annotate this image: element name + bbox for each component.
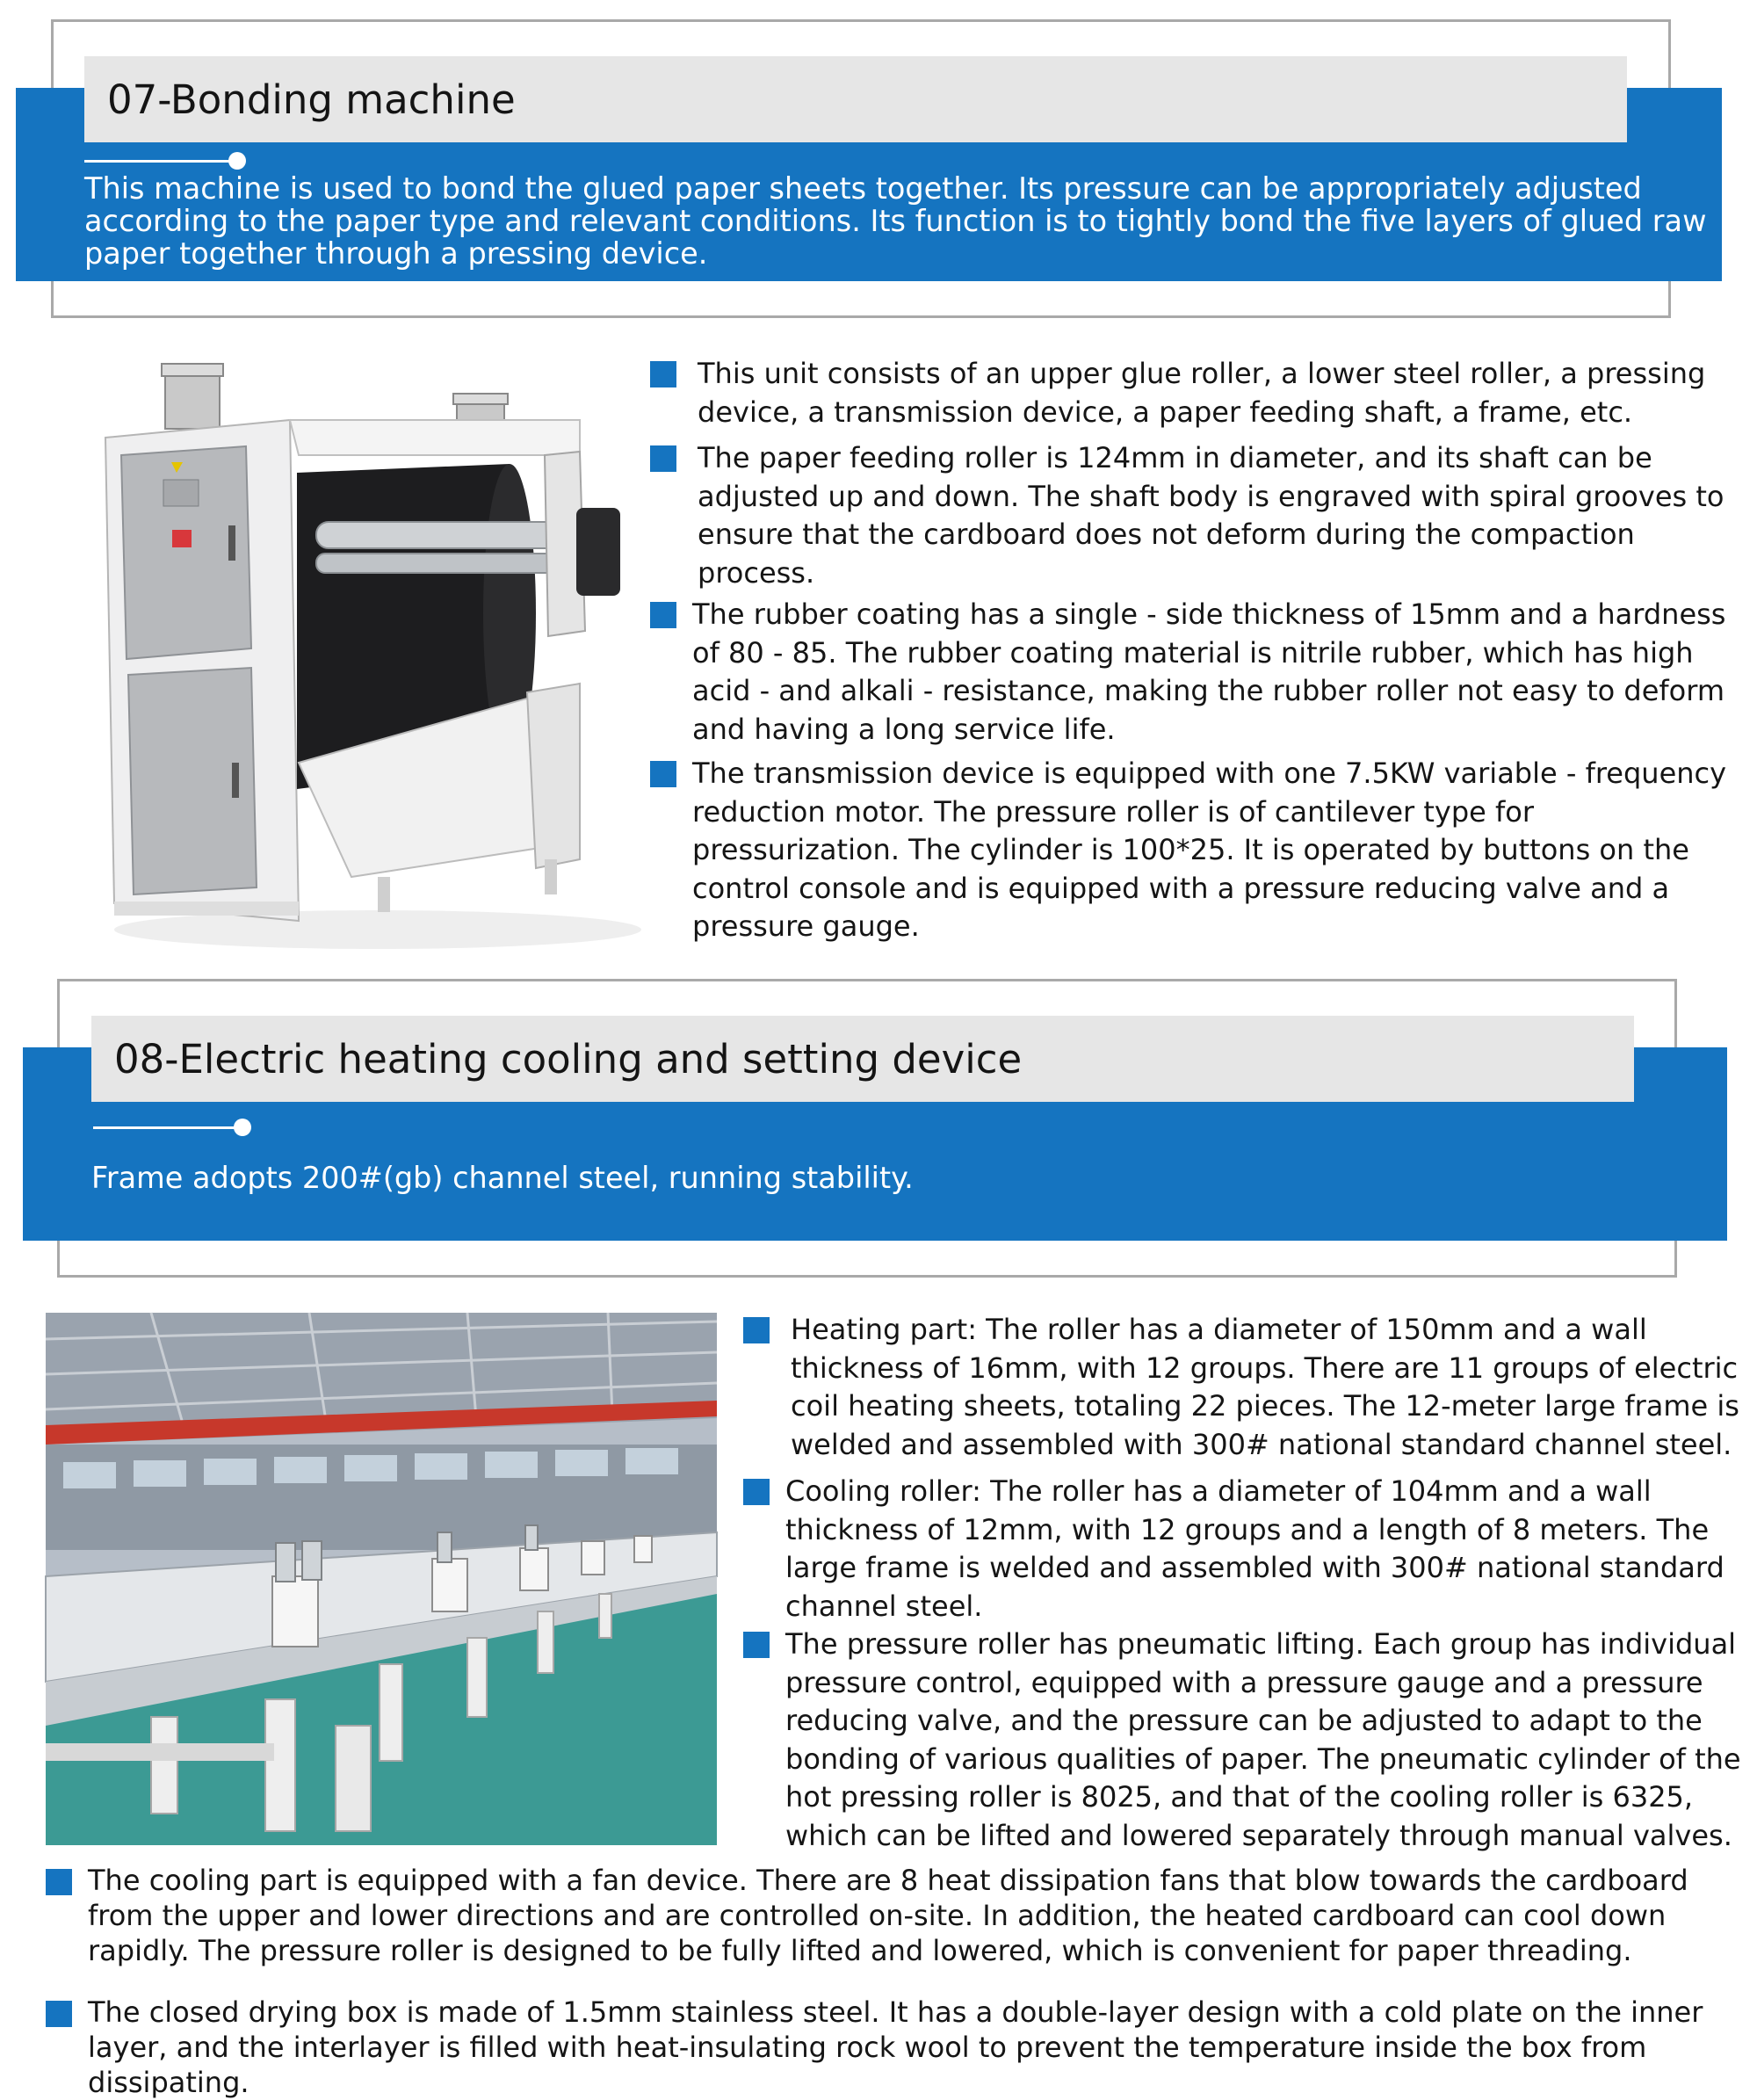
blue-square-bullet-icon — [743, 1632, 770, 1658]
blue-square-bullet-icon — [650, 761, 676, 787]
section-intro: Frame adopts 200#(gb) channel steel, running stability. — [91, 1161, 914, 1195]
bullet-item — [46, 1863, 1750, 1968]
title-underline-dot — [228, 152, 246, 170]
section-title-box — [91, 1016, 1634, 1102]
bullet-item — [650, 439, 1731, 592]
section-title: 08-Electric heating cooling and setting device — [114, 1035, 1023, 1083]
bullet-text: The cooling part is equipped with a fan device. There are 8 heat dissipation fans that blow towards the cardboard from the upper and lower directions and are controlled on-site. In addition, the heated cardboard can cool down rapidly. The pressure roller is designed to be fully lifted and lowered, which is convenient for paper threading. — [88, 1864, 1688, 1967]
title-underline — [84, 160, 234, 163]
bullet-item — [650, 755, 1731, 946]
section-title-box — [84, 56, 1627, 142]
bullet-item — [743, 1626, 1745, 1855]
bullet-item — [46, 1995, 1750, 2100]
blue-square-bullet-icon — [46, 1869, 72, 1895]
heating-cooling-device-photo — [46, 1313, 717, 1845]
title-underline — [93, 1126, 242, 1129]
blue-square-bullet-icon — [743, 1317, 770, 1343]
bonding-machine-illustration — [88, 350, 650, 956]
title-underline-dot — [234, 1119, 251, 1136]
blue-square-bullet-icon — [650, 445, 676, 472]
blue-square-bullet-icon — [650, 361, 676, 387]
bullet-item — [743, 1311, 1745, 1464]
bonding-machine-photo — [88, 350, 650, 956]
bullet-text: This unit consists of an upper glue roller, a lower steel roller, a pressing device, a transmission device, a paper feeding shaft, a frame, etc. — [698, 357, 1706, 429]
section-title: 07-Bonding machine — [107, 76, 516, 123]
bullet-item — [650, 355, 1731, 431]
blue-square-bullet-icon — [743, 1479, 770, 1505]
factory-hall-illustration — [46, 1313, 717, 1845]
bullet-text: The paper feeding roller is 124mm in diameter, and its shaft can be adjusted up and down. The shaft body is engraved with spiral grooves to ensure that the cardboard does not deform during the compaction process. — [698, 441, 1724, 590]
bullet-item — [650, 596, 1731, 749]
bullet-text: The transmission device is equipped with one 7.5KW variable - frequency reduction motor. The pressure roller is of cantilever type for pressurization. The cylinder is 100*25. It is operated by buttons on the control console and is equipped with a pressure reducing valve and a pressure gauge. — [692, 757, 1727, 943]
bullet-text: The rubber coating has a single - side thickness of 15mm and a hardness of 80 - 85. The rubber coating material is nitrile rubber, which has high acid - and alkali - resistance, making the rubber roller not easy to deform and having a long service life. — [692, 597, 1726, 746]
bullet-text: The pressure roller has pneumatic lifting. Each group has individual pressure control, equipped with a pressure gauge and a pressure reducing valve, and the pressure can be adjusted to adapt to the bonding of various qualities of paper. The pneumatic cylinder of the hot pressing roller is 8025, and that of the cooling roller is 6325, which can be lifted and lowered separately through manual valves. — [785, 1627, 1741, 1852]
bullet-text: The closed drying box is made of 1.5mm stainless steel. It has a double-layer design with a cold plate on the inner layer, and the interlayer is filled with heat-insulating rock wool to prevent the temperature inside the box from dissipating. — [88, 1995, 1703, 2099]
blue-square-bullet-icon — [46, 2001, 72, 2027]
bullet-text: Cooling roller: The roller has a diameter of 104mm and a wall thickness of 12mm, with 12 groups and a length of 8 meters. The large frame is welded and assembled with 300# national standard channel steel. — [785, 1474, 1724, 1623]
blue-square-bullet-icon — [650, 602, 676, 628]
section-intro: This machine is used to bond the glued paper sheets together. Its pressure can be appropriately adjusted according to the paper type and relevant conditions. Its function is to tightly bond the five layers of glued raw paper together through a pressing device. — [84, 171, 1707, 271]
bullet-text: Heating part: The roller has a diameter of 150mm and a wall thickness of 16mm, with 12 groups. There are 11 groups of electric coil heating sheets, totaling 22 pieces. The 12-meter large frame is welded and assembled with 300# national standard channel steel. — [791, 1313, 1739, 1461]
bullet-item — [743, 1473, 1745, 1626]
